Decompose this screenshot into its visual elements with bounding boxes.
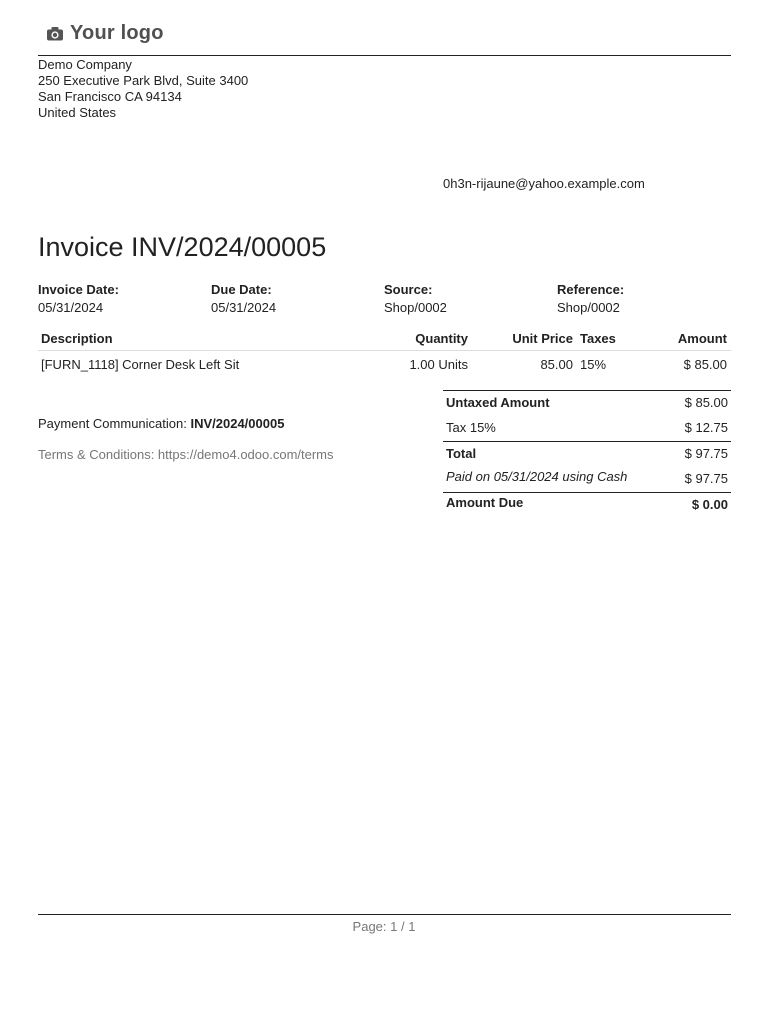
paid-value: $ 97.75	[684, 471, 728, 486]
line-taxes: 15%	[580, 357, 607, 372]
total-label: Total	[446, 446, 477, 461]
amount-due-row	[443, 490, 731, 515]
col-header-taxes: Taxes	[580, 331, 616, 346]
company-address	[38, 57, 248, 121]
line-description: [FURN_1118] Corner Desk Left Sit	[41, 357, 240, 372]
invoice-date-label: Invoice Date:	[38, 282, 119, 297]
line-unit-price: 85.00	[540, 357, 573, 372]
camera-icon	[46, 26, 64, 42]
payment-communication-label: Payment Communication:	[38, 416, 187, 431]
untaxed-amount-label: Untaxed Amount	[446, 395, 550, 410]
payment-communication	[38, 416, 284, 431]
terms-and-conditions[interactable]: Terms & Conditions: https://demo4.odoo.com/terms	[38, 447, 334, 462]
due-date-value: 05/31/2024	[211, 300, 277, 315]
company-logo	[46, 22, 164, 45]
col-header-quantity: Quantity	[415, 331, 468, 346]
company-street: 250 Executive Park Blvd, Suite 3400	[38, 73, 249, 88]
source-value: Shop/0002	[384, 300, 447, 315]
total-row	[443, 441, 731, 466]
source-label: Source:	[384, 282, 433, 297]
tax-value: $ 12.75	[684, 420, 728, 435]
logo-text: Your logo	[70, 22, 164, 44]
reference-label: Reference:	[557, 282, 625, 297]
total-value: $ 97.75	[684, 446, 728, 461]
company-city: San Francisco CA 94134	[38, 89, 182, 104]
invoice-title: Invoice INV/2024/00005	[38, 232, 327, 262]
amount-due-value: $ 0.00	[691, 497, 728, 512]
payment-reference: INV/2024/00005	[190, 416, 285, 431]
company-country: United States	[38, 105, 117, 120]
line-quantity: 1.00 Units	[409, 357, 468, 372]
due-date-label: Due Date:	[211, 282, 272, 297]
page-number: Page: 1 / 1	[352, 919, 416, 934]
source-field	[384, 282, 447, 315]
invoice-date-field	[38, 282, 119, 315]
header-divider	[38, 55, 731, 56]
amount-due-label: Amount Due	[446, 495, 524, 510]
reference-field	[557, 282, 624, 315]
due-date-field	[211, 282, 276, 315]
invoice-date-value: 05/31/2024	[38, 300, 104, 315]
untaxed-amount-row	[443, 390, 731, 415]
col-header-description: Description	[41, 331, 113, 346]
untaxed-amount-value: $ 85.00	[684, 395, 728, 410]
col-header-unit-price: Unit Price	[512, 331, 573, 346]
line-amount: $ 85.00	[683, 357, 727, 372]
reference-value: Shop/0002	[557, 300, 620, 315]
table-header-divider	[38, 350, 731, 351]
tax-row	[443, 415, 731, 440]
col-header-amount: Amount	[677, 331, 727, 346]
footer-divider	[38, 914, 731, 915]
payment-row	[443, 465, 731, 490]
customer-email: 0h3n-rijaune@yahoo.example.com	[443, 176, 645, 191]
tax-label: Tax 15%	[446, 420, 496, 435]
paid-label: Paid on 05/31/2024 using Cash	[446, 469, 628, 484]
company-name: Demo Company	[38, 57, 132, 72]
